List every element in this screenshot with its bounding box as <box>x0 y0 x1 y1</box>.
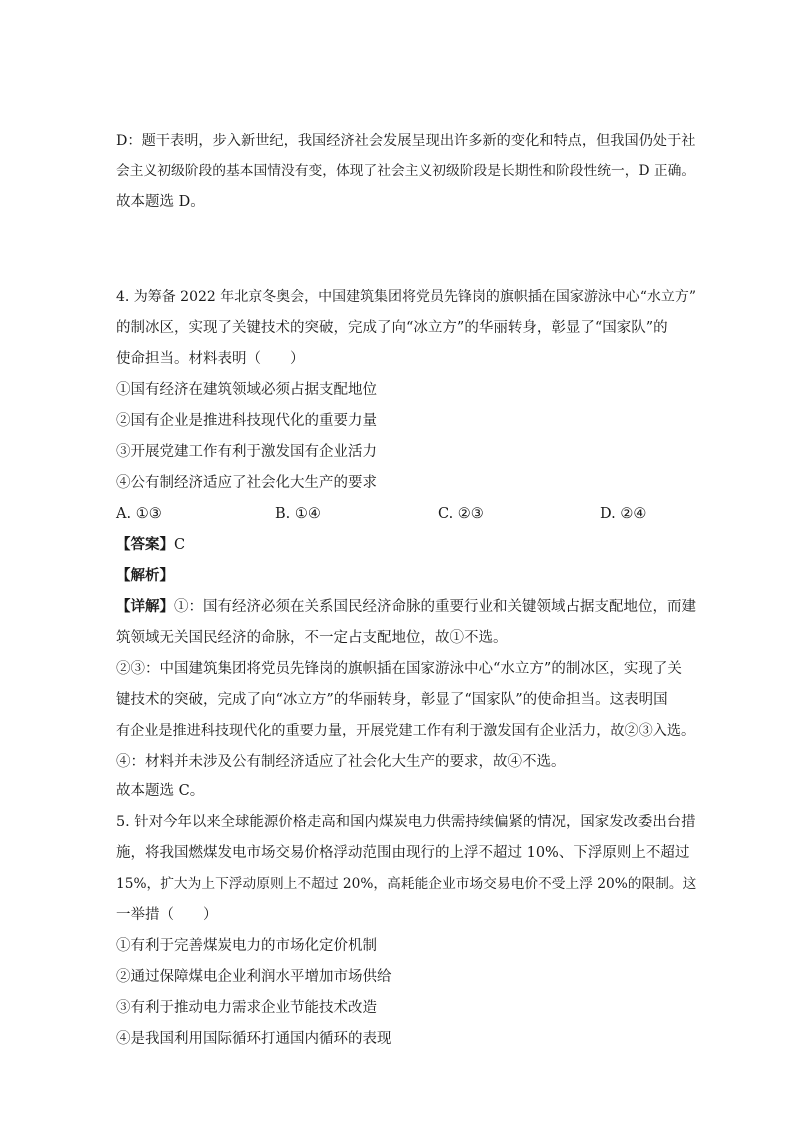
analysis-tag: 【解析】 <box>116 567 174 584</box>
q3-analysis-line-1: D：题干表明，步入新世纪，我国经济社会发展呈现出许多新的变化和特点，但我国仍处于社 <box>116 133 696 149</box>
q4-stem-line-2: 的制冰区，实现了关键技术的突破，完成了向“冰立方”的华丽转身，彰显了“国家队”的 <box>116 320 668 336</box>
q4-detail-line-3: ②③：中国建筑集团将党员先锋岗的旗帜插在国家游泳中心“水立方”的制冰区，实现了关 <box>116 661 682 677</box>
q3-conclusion: 故本题选 D。 <box>116 194 205 210</box>
answer-tag: 【答案】 <box>116 536 174 553</box>
q5-stem-line-1: 5. 针对今年以来全球能源价格走高和国内煤炭电力供需持续偏紧的情况，国家发改委出台措 <box>116 814 696 830</box>
q5-statement-1: ①有利于完善煤炭电力的市场化定价机制 <box>116 938 377 954</box>
q4-option-a: A. ①③ <box>116 506 162 522</box>
q4-statement-3: ③开展党建工作有利于激发国有企业活力 <box>116 444 377 460</box>
detail-text: ①：国有经济必须在关系国民经济命脉的重要行业和关键领域占据支配地位，而建 <box>174 599 696 615</box>
q4-option-c: C. ②③ <box>438 506 484 522</box>
q5-statement-3: ③有利于推动电力需求企业节能技术改造 <box>116 1000 377 1016</box>
q4-option-b: B. ①④ <box>275 506 321 522</box>
q4-statement-1: ①国有经济在建筑领域必须占据支配地位 <box>116 382 377 398</box>
q4-detail-line-1 <box>116 597 696 617</box>
q4-statement-4: ④公有制经济适应了社会化大生产的要求 <box>116 475 377 491</box>
q3-analysis-line-2: 会主义初级阶段的基本国情没有变，体现了社会主义初级阶段是长期性和阶段性统一，D 正确。 <box>116 163 696 179</box>
q4-stem-line-3: 使命担当。材料表明（ ） <box>116 351 305 367</box>
q4-option-d: D. ②④ <box>600 506 647 522</box>
answer-value: C <box>174 537 186 553</box>
q5-statement-2: ②通过保障煤电企业利润水平增加市场供给 <box>116 969 392 985</box>
q4-statement-2: ②国有企业是推进科技现代化的重要力量 <box>116 413 377 429</box>
q4-answer <box>116 535 696 555</box>
q4-detail-line-6: ④：材料并未涉及公有制经济适应了社会化大生产的要求，故④不选。 <box>116 754 566 770</box>
q5-stem-line-3: 15%，扩大为上下浮动原则上不超过 20%，高耗能企业市场交易电价不受上浮 20%的限制。这 <box>116 876 697 892</box>
q4-detail-line-2: 筑领域无关国民经济的命脉，不一定占支配地位，故①不选。 <box>116 630 508 646</box>
q4-analysis-heading <box>116 566 696 586</box>
q4-stem-line-1: 4. 为筹备 2022 年北京冬奥会，中国建筑集团将党员先锋岗的旗帜插在国家游泳中心“水立方” <box>116 289 697 305</box>
q4-conclusion: 故本题选 C。 <box>116 783 205 799</box>
q5-stem-line-4: 一举措（ ） <box>116 907 218 923</box>
q4-detail-line-5: 有企业是推进科技现代化的重要力量，开展党建工作有利于激发国有企业活力，故②③入选。 <box>116 723 696 739</box>
q4-detail-line-4: 键技术的突破，完成了向“冰立方”的华丽转身，彰显了“国家队”的使命担当。这表明国 <box>116 692 668 708</box>
q5-stem-line-2: 施，将我国燃煤发电市场交易价格浮动范围由现行的上浮不超过 10%、下浮原则上不超过 <box>116 845 690 861</box>
detail-tag: 【详解】 <box>116 598 174 615</box>
q5-statement-4: ④是我国利用国际循环打通国内循环的表现 <box>116 1031 392 1047</box>
